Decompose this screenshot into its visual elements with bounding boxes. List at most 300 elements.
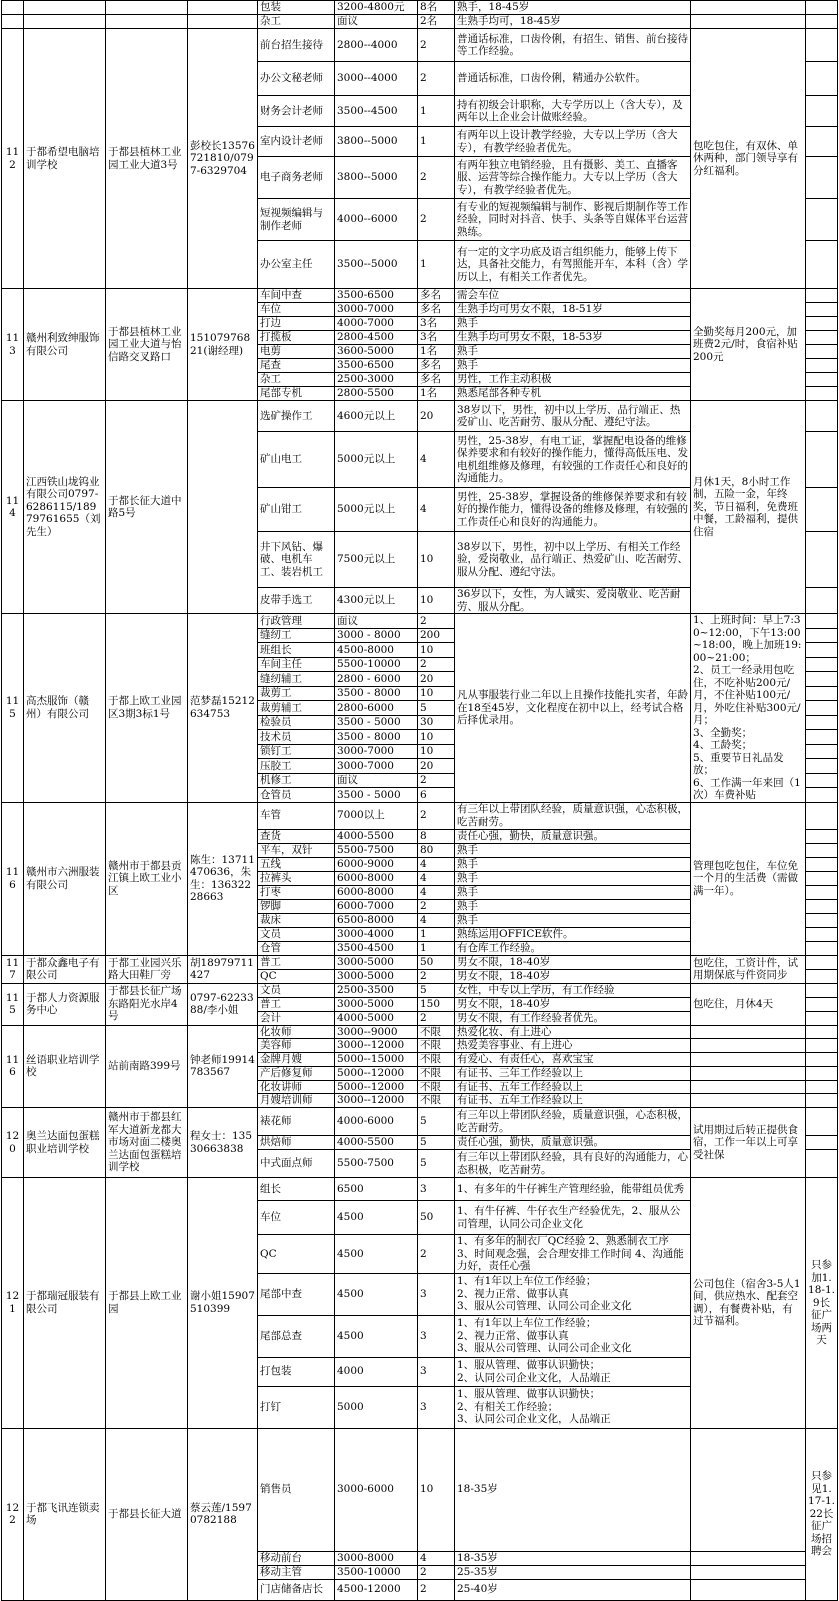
- empty-cell: [691, 1565, 806, 1579]
- job-title: 技术员: [258, 730, 335, 745]
- empty-cell: [806, 317, 838, 331]
- salary: 面议: [335, 773, 418, 788]
- job-title: 前台招生接待: [258, 29, 335, 62]
- empty-cell: [188, 15, 258, 29]
- salary: 4000-7000: [335, 317, 418, 331]
- headcount: 不限: [418, 1025, 455, 1039]
- empty-cell: [691, 1428, 806, 1551]
- salary: 6500: [335, 1178, 418, 1201]
- job-title: 文员: [258, 927, 335, 941]
- empty-cell: [806, 802, 838, 829]
- job-title: 电剪: [258, 345, 335, 359]
- headcount: 1: [418, 941, 455, 955]
- salary: 3500-6500: [335, 289, 418, 303]
- requirement: 熟手: [455, 359, 691, 373]
- company-address: 站前南路399号: [106, 1025, 188, 1108]
- salary: 3000-7000: [335, 744, 418, 759]
- job-title: 尾查: [258, 359, 335, 373]
- job-title: 皮带手选工: [258, 588, 335, 614]
- salary: 7500元以上: [335, 532, 418, 588]
- company-contact: 胡18979711427: [188, 955, 258, 983]
- empty-cell: [806, 1025, 838, 1039]
- requirement: 男性，工作主动积极: [455, 373, 691, 387]
- empty-cell: [806, 289, 838, 303]
- job-title: 会计: [258, 1011, 335, 1025]
- job-title: 财务会计老师: [258, 96, 335, 127]
- headcount: 5: [418, 1136, 455, 1150]
- salary: 3800--5000: [335, 157, 418, 199]
- company-address: 赣州市于都县红军大道新龙都大市场对面二楼奥兰达面包蛋糕培训学校: [106, 1108, 188, 1178]
- empty-cell: [806, 759, 838, 774]
- company-number: 121: [2, 1178, 24, 1429]
- company-contact: 15107976821(谢经理): [188, 289, 258, 401]
- company-address: 于都县植林工业园工业大道3号: [106, 29, 188, 289]
- company-name: 于都人力资源服务中心: [24, 983, 106, 1025]
- empty-cell: [691, 1080, 806, 1094]
- empty-cell: [806, 488, 838, 532]
- job-title: 检验员: [258, 715, 335, 730]
- requirement: 男女不限，18-40岁: [455, 997, 691, 1011]
- empty-cell: [806, 15, 838, 29]
- empty-cell: [806, 62, 838, 96]
- empty-cell: [691, 1066, 806, 1080]
- salary: 2800 - 6000: [335, 672, 418, 687]
- headcount: 2: [418, 1011, 455, 1025]
- job-title: 行政管理: [258, 614, 335, 629]
- remark: 只参加1.18-1.9长征广场两天: [806, 1178, 838, 1429]
- job-listing-table: [1, 0, 838, 1601]
- empty-cell: [806, 843, 838, 857]
- requirement: 生熟手均可男女不限，18-53岁: [455, 331, 691, 345]
- table-row: [2, 15, 838, 29]
- headcount: 30: [418, 715, 455, 730]
- job-title: 销售员: [258, 1428, 335, 1551]
- empty-cell: [691, 1, 806, 15]
- requirement: 有两年独立电销经验，且有摄影、美工、直播客服、运营等综合操作能力。大专以上学历（含大专），有教学经验者优先。: [455, 157, 691, 199]
- company-name: 于都飞讯连锁卖场: [24, 1428, 106, 1600]
- salary: 4000--6000: [335, 199, 418, 241]
- salary: 6500-8000: [335, 913, 418, 927]
- company-number: 122: [2, 1428, 24, 1600]
- requirement: 25-40岁: [455, 1579, 691, 1600]
- empty-cell: [806, 715, 838, 730]
- headcount: 1: [418, 927, 455, 941]
- headcount: 10: [418, 588, 455, 614]
- requirement: 生熟手均可，18-45岁: [455, 15, 691, 29]
- salary: 4500: [335, 1273, 418, 1315]
- salary: 3500-10000: [335, 1565, 418, 1579]
- salary: 3500 - 8000: [335, 730, 418, 745]
- job-title: 打边: [258, 317, 335, 331]
- empty-cell: [806, 829, 838, 843]
- headcount: 50: [418, 955, 455, 969]
- requirement: 生熟手均可男女不限，18-51岁: [455, 303, 691, 317]
- salary: 3000--12000: [335, 1039, 418, 1053]
- headcount: 1名: [418, 345, 455, 359]
- company-name: 奥兰达面包蛋糕职业培训学校: [24, 1108, 106, 1178]
- company-name: 于都瑞冠服装有限公司: [24, 1178, 106, 1429]
- salary: 面议: [335, 15, 418, 29]
- salary: 3000-4000: [335, 927, 418, 941]
- requirement: 1、有牛仔裤、牛仔衣生产经验优先，2、服从公司管理，认同公司企业文化: [455, 1201, 691, 1235]
- salary: 3000-7000: [335, 759, 418, 774]
- headcount: 20: [418, 401, 455, 432]
- empty-cell: [24, 1, 106, 15]
- table-row: [2, 1025, 838, 1039]
- benefits: 试用期过后转正提供食宿，工作一年以上可享受社保: [691, 1108, 806, 1178]
- empty-cell: [806, 899, 838, 913]
- job-title: 文员: [258, 983, 335, 997]
- job-title: 短视频编辑与制作老师: [258, 199, 335, 241]
- empty-cell: [806, 788, 838, 803]
- table-row: [2, 1428, 838, 1551]
- company-number: 117: [2, 955, 24, 983]
- salary: 3500 - 5000: [335, 788, 418, 803]
- benefits: 全勤奖每月200元，加班费2元/时，食宿补贴200元: [691, 289, 806, 401]
- company-contact: 谢小姐15907510399: [188, 1178, 258, 1429]
- table-row: [2, 614, 838, 629]
- salary: 4000: [335, 1357, 418, 1386]
- salary: 3000-7000: [335, 303, 418, 317]
- salary: 2500-3500: [335, 983, 418, 997]
- headcount: 3: [418, 1315, 455, 1357]
- headcount: 80: [418, 843, 455, 857]
- salary: 3500 - 5000: [335, 715, 418, 730]
- job-title: 金牌月嫂: [258, 1053, 335, 1067]
- headcount: 3名: [418, 331, 455, 345]
- empty-cell: [806, 701, 838, 716]
- empty-cell: [806, 955, 838, 969]
- salary: 3500-4500: [335, 941, 418, 955]
- empty-cell: [806, 1011, 838, 1025]
- salary: 2800--4000: [335, 29, 418, 62]
- job-title: 尾部专机: [258, 387, 335, 401]
- empty-cell: [691, 1053, 806, 1067]
- requirement: 男女不限，有工作经验者优先。: [455, 1011, 691, 1025]
- requirement: 25-35岁: [455, 1565, 691, 1579]
- job-title: 五线: [258, 857, 335, 871]
- headcount: 2: [418, 62, 455, 96]
- job-title: 机修工: [258, 773, 335, 788]
- empty-cell: [691, 1579, 806, 1600]
- company-name: 丝语职业培训学校: [24, 1025, 106, 1108]
- empty-cell: [806, 657, 838, 672]
- job-title: 打钉: [258, 1386, 335, 1428]
- headcount: 2: [418, 773, 455, 788]
- requirement: 36岁以下，女性，为人诚实、爱岗敬业、吃苦耐劳、服从分配。: [455, 588, 691, 614]
- headcount: 2: [418, 899, 455, 913]
- salary: 2800-5500: [335, 387, 418, 401]
- requirement: 持有初级会计职称，大专学历以上（含大专），及两年以上企业会计做账经验。: [455, 96, 691, 127]
- headcount: 4: [418, 432, 455, 488]
- headcount: 多名: [418, 373, 455, 387]
- empty-cell: [806, 997, 838, 1011]
- empty-cell: [806, 432, 838, 488]
- headcount: 5: [418, 983, 455, 997]
- headcount: 50: [418, 1201, 455, 1235]
- company-name: 赣州利致绅服饰有限公司: [24, 289, 106, 401]
- job-title: 办公室主任: [258, 241, 335, 289]
- empty-cell: [806, 359, 838, 373]
- job-title: 烘焙师: [258, 1136, 335, 1150]
- empty-cell: [806, 1150, 838, 1178]
- job-title: 拉裤头: [258, 871, 335, 885]
- empty-cell: [806, 1108, 838, 1136]
- requirement: 18-35岁: [455, 1551, 691, 1565]
- requirement: 38岁以下，男性，初中以上学历、品行端正、热爱矿山、吃苦耐劳、服从分配、遵纪守法。: [455, 401, 691, 432]
- requirement: 有证书、五年工作经验以上: [455, 1080, 691, 1094]
- requirement: 熟手: [455, 317, 691, 331]
- requirement: 普通话标准，口齿伶俐，有招生、销售、前台接待等工作经验。: [455, 29, 691, 62]
- job-title: 车位: [258, 303, 335, 317]
- job-title: 矿山电工: [258, 432, 335, 488]
- requirement: 熟手，18-45岁: [455, 1, 691, 15]
- requirement: 责任心强，勤快，质量意识强。: [455, 1136, 691, 1150]
- company-name: 于都希望电脑培训学校: [24, 29, 106, 289]
- headcount: 2: [418, 157, 455, 199]
- salary: 3000-8000: [335, 1551, 418, 1565]
- job-title: 锣脚: [258, 899, 335, 913]
- empty-cell: [806, 857, 838, 871]
- requirement: 38岁以下，男性，初中以上学历、有相关工作经验，爱岗敬业，品行端正、热爱矿山、吃苦耐劳、服从分配、遵纪守法。: [455, 532, 691, 588]
- empty-cell: [806, 730, 838, 745]
- job-title: 尾部总查: [258, 1315, 335, 1357]
- salary: 6000-8000: [335, 885, 418, 899]
- headcount: 200: [418, 628, 455, 643]
- headcount: 5: [418, 701, 455, 716]
- requirement: 有三年以上带团队经验，具有良好的沟通能力，心态积极，吃苦耐劳。: [455, 1150, 691, 1178]
- empty-cell: [806, 643, 838, 658]
- salary: 5000元以上: [335, 488, 418, 532]
- headcount: 3: [418, 1178, 455, 1201]
- requirement: 有一定的文字功底及语言组织能力，能够上传下达，具备社交能力，有驾照能开车，本科（含）学历以上，有相关工作者优先。: [455, 241, 691, 289]
- company-address: 于都长征大道中路5号: [106, 401, 188, 614]
- job-title: 矿山钳工: [258, 488, 335, 532]
- requirement: 热爱化妆、有上进心: [455, 1025, 691, 1039]
- job-title: 仓管员: [258, 788, 335, 803]
- headcount: 2: [418, 657, 455, 672]
- job-title: 组长: [258, 1178, 335, 1201]
- requirement: 有证书、五年工作经验以上: [455, 1094, 691, 1108]
- empty-cell: [24, 15, 106, 29]
- salary: 4500: [335, 1315, 418, 1357]
- company-name: 赣州市六洲服装有限公司: [24, 802, 106, 955]
- empty-cell: [188, 1, 258, 15]
- table-row: [2, 401, 838, 432]
- requirement: 男性，25-38岁，掌握设备的维修保养要求和有较好的操作能力，懂得设备的维修及修理，有较强的工作责任心和良好的沟通能力。: [455, 488, 691, 532]
- job-title: 产后修复师: [258, 1066, 335, 1080]
- headcount: 2: [418, 29, 455, 62]
- salary: 4000-6000: [335, 1108, 418, 1136]
- empty-cell: [806, 628, 838, 643]
- requirement: 熟手: [455, 899, 691, 913]
- benefits: 管理包吃包住，车位免一个月的生活费（需做满一年）。: [691, 802, 806, 955]
- requirement: 18-35岁: [455, 1428, 691, 1551]
- headcount: 1: [418, 241, 455, 289]
- job-title: 移动主管: [258, 1565, 335, 1579]
- empty-cell: [806, 885, 838, 899]
- headcount: 3名: [418, 317, 455, 331]
- empty-cell: [806, 744, 838, 759]
- salary: 5000: [335, 1386, 418, 1428]
- remark: 只参见1.17-1.22长征广场招聘会: [806, 1428, 838, 1600]
- company-contact: 0797-6223388/李小姐: [188, 983, 258, 1025]
- company-contact: [188, 401, 258, 614]
- requirement: 普通话标准，口齿伶俐，精通办公软件。: [455, 62, 691, 96]
- salary: 3500 - 8000: [335, 686, 418, 701]
- company-name: 江西铁山垅钨业有限公司0797-6286115/18979761655（刘先生）: [24, 401, 106, 614]
- job-title: 包装: [258, 1, 335, 15]
- requirement: 有三年以上带团队经验，质量意识强，心态积极，吃苦耐劳。: [455, 802, 691, 829]
- benefits: 1、上班时间：早上7:30~12:00，下午13:00~18:00，晚上加班19:00~21:00； 2、员工一经录用包吃住，不吃补贴200元/月，不住补贴100元/月，外吃住补贴300元/月； 3、全勤奖； 4、工龄奖； 5、重要节日礼品发放； 6、工作满一年来回（1次）车费补贴: [691, 614, 806, 803]
- salary: 5000--12000: [335, 1066, 418, 1080]
- table-row: [2, 983, 838, 997]
- salary: 3000--9000: [335, 1025, 418, 1039]
- empty-cell: [691, 15, 806, 29]
- empty-cell: [806, 1053, 838, 1067]
- headcount: 10: [418, 643, 455, 658]
- empty-cell: [806, 387, 838, 401]
- job-title: 电子商务老师: [258, 157, 335, 199]
- table-row: [2, 802, 838, 829]
- empty-cell: [806, 913, 838, 927]
- salary: 4000-5500: [335, 1136, 418, 1150]
- requirement: 有专业的短视频编辑与制作、影视后期制作等工作经验，同时对抖音、快手、头条等自媒体平台运营熟练。: [455, 199, 691, 241]
- requirement: 女性，中专以上学历，有工作经验: [455, 983, 691, 997]
- empty-cell: [691, 1094, 806, 1108]
- salary: 3000 - 8000: [335, 628, 418, 643]
- empty-cell: [806, 871, 838, 885]
- requirement: 凡从事服装行业二年以上且操作技能扎实者，年龄在18至45岁，文化程度在初中以上，经考试合格后择优录用。: [455, 614, 691, 803]
- company-address: 于都县长征广场东路阳光水岸4号: [106, 983, 188, 1025]
- job-title: 尾部中查: [258, 1273, 335, 1315]
- empty-cell: [806, 96, 838, 127]
- requirement: 熟手: [455, 857, 691, 871]
- job-title: 杂工: [258, 373, 335, 387]
- job-title: 车管: [258, 802, 335, 829]
- headcount: 10: [418, 730, 455, 745]
- salary: 6000-9000: [335, 857, 418, 871]
- salary: 3200-4800元: [335, 1, 418, 15]
- headcount: 10: [418, 744, 455, 759]
- job-title: 平车，双针: [258, 843, 335, 857]
- job-title: 化妆讲师: [258, 1080, 335, 1094]
- salary: 5500-10000: [335, 657, 418, 672]
- empty-cell: [806, 588, 838, 614]
- headcount: 6: [418, 788, 455, 803]
- company-address: 于都县植林工业园工业大道与怡信路交叉路口: [106, 289, 188, 401]
- headcount: 2: [418, 802, 455, 829]
- company-number: 114: [2, 401, 24, 614]
- job-title: 打包装: [258, 1357, 335, 1386]
- company-number: 120: [2, 1108, 24, 1178]
- company-contact: 陈生：13711470636，朱生：13632228663: [188, 802, 258, 955]
- headcount: 4: [418, 885, 455, 899]
- empty-cell: [806, 1094, 838, 1108]
- salary: 4600元以上: [335, 401, 418, 432]
- salary: 2800-4500: [335, 331, 418, 345]
- requirement: 有三年以上带团队经验，质量意识强，心态积极，吃苦耐劳。: [455, 1108, 691, 1136]
- job-title: 选矿操作工: [258, 401, 335, 432]
- requirement: 1、有1年以上车位工作经验； 2、视力正常、做事认真 3、服从公司管理、认同公司企业文化: [455, 1273, 691, 1315]
- headcount: 2: [418, 1235, 455, 1274]
- job-title: 查货: [258, 829, 335, 843]
- headcount: 4: [418, 913, 455, 927]
- salary: 2500-3000: [335, 373, 418, 387]
- headcount: 20: [418, 759, 455, 774]
- salary: 3000-5000: [335, 969, 418, 983]
- job-title: 车位: [258, 1201, 335, 1235]
- empty-cell: [106, 1, 188, 15]
- headcount: 5: [418, 1150, 455, 1178]
- empty-cell: [806, 1039, 838, 1053]
- salary: 3500-6500: [335, 359, 418, 373]
- requirement: 1、服从管理、做事认识勤快； 2、认同公司企业文化，人品端正: [455, 1357, 691, 1386]
- headcount: 4: [418, 488, 455, 532]
- company-contact: 蔡云莲/15970782188: [188, 1428, 258, 1600]
- job-title: 门店储备店长: [258, 1579, 335, 1600]
- headcount: 不限: [418, 1094, 455, 1108]
- salary: 3000-5000: [335, 955, 418, 969]
- empty-cell: [806, 303, 838, 317]
- company-address: 于都县长征大道: [106, 1428, 188, 1600]
- job-title: 打揽板: [258, 331, 335, 345]
- headcount: 3: [418, 1357, 455, 1386]
- headcount: 3: [418, 1386, 455, 1428]
- salary: 3000--4000: [335, 62, 418, 96]
- requirement: 熟练运用OFFICE软件。: [455, 927, 691, 941]
- job-title: 缝纫辅工: [258, 672, 335, 687]
- table-row: [2, 289, 838, 303]
- salary: 面议: [335, 614, 418, 629]
- salary: 3500--5000: [335, 241, 418, 289]
- empty-cell: [806, 532, 838, 588]
- company-address: 赣州市于都县贡江镇上欧工业小区: [106, 802, 188, 955]
- empty-cell: [806, 773, 838, 788]
- company-name: 高杰服饰（赣州）有限公司: [24, 614, 106, 803]
- empty-cell: [806, 614, 838, 629]
- company-contact: 钟老师19914783567: [188, 1025, 258, 1108]
- requirement: 有仓库工作经验。: [455, 941, 691, 955]
- empty-cell: [806, 373, 838, 387]
- headcount: 4: [418, 857, 455, 871]
- job-title: 美容师: [258, 1039, 335, 1053]
- headcount: 2: [418, 1565, 455, 1579]
- headcount: 1名: [418, 387, 455, 401]
- requirement: 熟手: [455, 885, 691, 899]
- empty-cell: [806, 1, 838, 15]
- job-title: 裁剪辅工: [258, 701, 335, 716]
- job-title: 普工: [258, 997, 335, 1011]
- job-title: QC: [258, 969, 335, 983]
- empty-cell: [806, 199, 838, 241]
- headcount: 5: [418, 1108, 455, 1136]
- requirement: 熟手: [455, 345, 691, 359]
- job-title: QC: [258, 1235, 335, 1274]
- salary: 3600-5000: [335, 345, 418, 359]
- job-title: 室内设计老师: [258, 127, 335, 157]
- empty-cell: [806, 941, 838, 955]
- headcount: 多名: [418, 359, 455, 373]
- job-title: 井下风钻、爆破、电机车工、装岩机工: [258, 532, 335, 588]
- headcount: 2名: [418, 15, 455, 29]
- company-contact: 彭校长13576721810/0797-6329704: [188, 29, 258, 289]
- requirement: 责任心强，勤快，质量意识强。: [455, 829, 691, 843]
- company-contact: 范梦磊15212634753: [188, 614, 258, 803]
- empty-cell: [806, 241, 838, 289]
- job-title: 中式面点师: [258, 1150, 335, 1178]
- salary: 4500-12000: [335, 1579, 418, 1600]
